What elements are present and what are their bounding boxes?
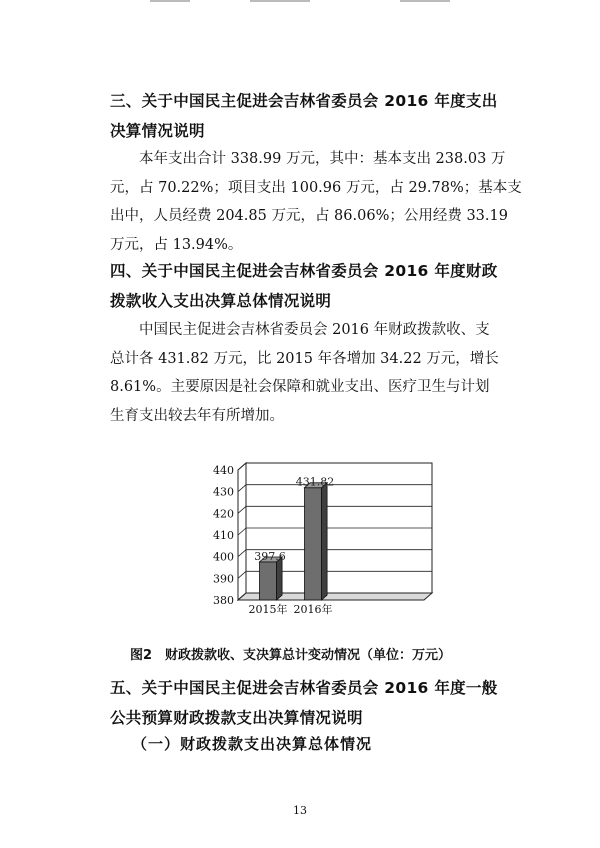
section-4-heading: 四、关于中国民主促进会吉林省委员会 2016 年度财政 拨款收入支出决算总体情况说明 bbox=[110, 262, 498, 310]
y-tick-label: 380 bbox=[213, 594, 234, 607]
y-tick-label: 420 bbox=[213, 507, 234, 521]
bar-side bbox=[277, 557, 283, 600]
y-tick-label: 390 bbox=[213, 572, 234, 586]
bar-value-label: 397.6 bbox=[254, 549, 286, 563]
y-tick-label: 410 bbox=[213, 529, 234, 542]
bar-side bbox=[322, 483, 328, 600]
fiscal-appropriation-bar-chart bbox=[200, 458, 450, 628]
y-tick-label: 440 bbox=[213, 464, 234, 477]
section-3-body: 本年支出合计 338.99 万元，其中：基本支出 238.03 万 元，占 70.22%；项目支出 100.96 万元，占 29.78%；基本支 出中，人员经费 204.85 万元，占 86.06%；公用经费 33.19 万元，占 13.94%。 bbox=[110, 151, 522, 253]
x-tick-label: 2015年 bbox=[248, 603, 288, 616]
scan-artifact bbox=[400, 0, 450, 2]
y-tick-label: 430 bbox=[213, 485, 234, 499]
bar-front bbox=[305, 488, 322, 600]
scan-artifact bbox=[250, 0, 310, 2]
section-4-body: 中国民主促进会吉林省委员会 2016 年财政拨款收、支 总计各 431.82 万元，比 2015 年各增加 34.22 万元，增长 8.61%。主要原因是社会保障和就业支出、医疗卫生与计划 生育支出较去年有所增加。 bbox=[110, 322, 499, 424]
y-tick-label: 400 bbox=[213, 550, 234, 564]
subsection-heading: （一）财政拨款支出决算总体情况 bbox=[132, 735, 373, 753]
scan-artifact bbox=[150, 0, 190, 2]
page-number: 13 bbox=[293, 804, 307, 817]
x-tick-label: 2016年 bbox=[293, 603, 333, 616]
figure-caption: 图2 财政拨款收、支决算总计变动情况（单位：万元） bbox=[130, 648, 452, 663]
section-5-heading: 五、关于中国民主促进会吉林省委员会 2016 年度一般 公共预算财政拨款支出决算情况说明 bbox=[110, 679, 498, 727]
bar-value-label: 431.82 bbox=[295, 475, 335, 489]
bar-front bbox=[260, 562, 277, 600]
section-3-heading: 三、关于中国民主促进会吉林省委员会 2016 年度支出 决算情况说明 bbox=[110, 92, 498, 140]
